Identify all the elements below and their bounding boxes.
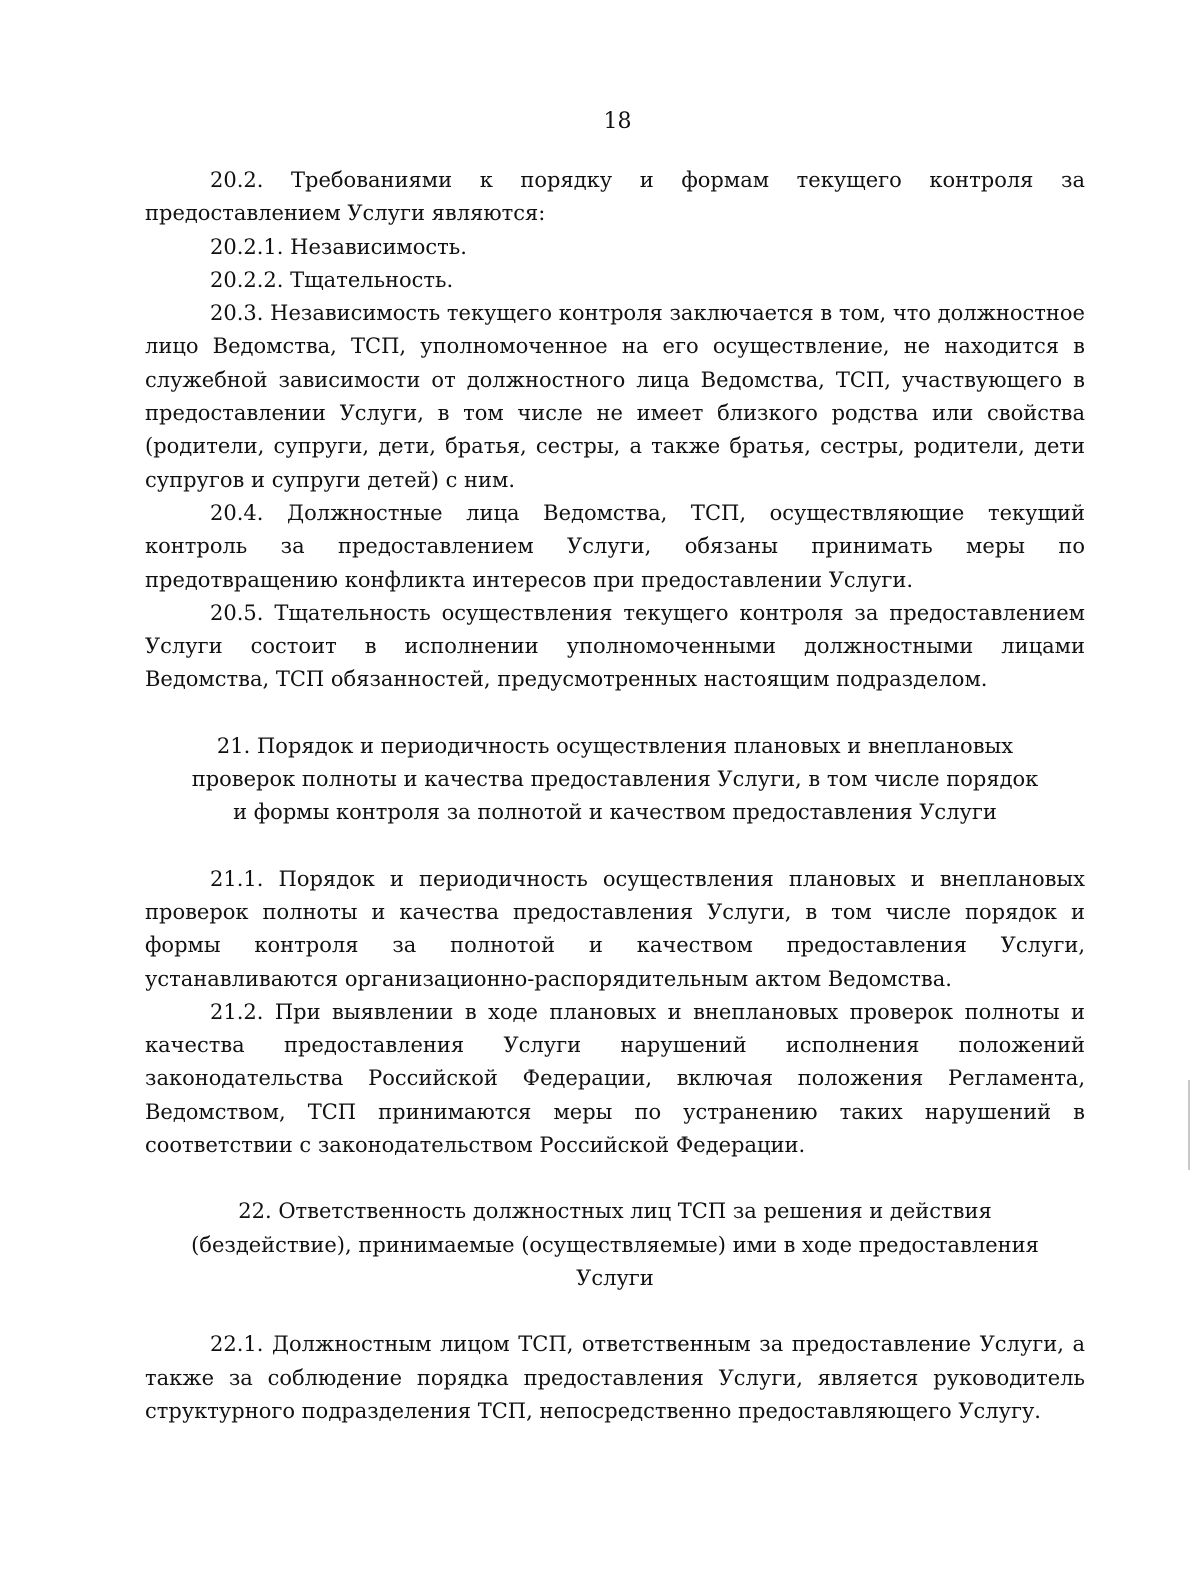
section-22-heading-line: 22. Ответственность должностных лиц ТСП за решения и действия	[238, 1199, 992, 1224]
paragraph-20-2-1: 20.2.1. Независимость.	[210, 234, 467, 259]
document-body	[145, 164, 1085, 1428]
scan-edge-mark	[1188, 1080, 1190, 1170]
section-21-heading-line: и формы контроля за полнотой и качеством предоставления Услуги	[233, 800, 997, 825]
paragraph-22-1: 22.1. Должностным лицом ТСП, ответственным за предоставление Услуги, а также за соблюдение порядка предоставления Услуги, является руководитель структурного подразделения ТСП, непосредственно предоставляющего Услугу.	[145, 1332, 1085, 1423]
page-number: 18	[603, 109, 632, 134]
section-21-heading	[145, 730, 1085, 830]
section-22-heading-line: (бездействие), принимаемые (осуществляемые) ими в ходе предоставления Услуги	[191, 1232, 1039, 1290]
paragraph-21-2: 21.2. При выявлении в ходе плановых и внеплановых проверок полноты и качества предоставления Услуги нарушений исполнения положений законодательства Российской Федерации, включая положения Регламента, Ведомством, ТСП принимаются меры по устранению таких нарушений в соответствии с законодательством Российской Федерации.	[145, 999, 1085, 1158]
paragraph-20-2: 20.2. Требованиями к порядку и формам текущего контроля за предоставлением Услуги являются:	[145, 168, 1085, 226]
paragraph-20-5: 20.5. Тщательность осуществления текущего контроля за предоставлением Услуги состоит в исполнении уполномоченными должностными лицами Ведомства, ТСП обязанностей, предусмотренных настоящим подразделом.	[145, 600, 1085, 692]
paragraph-20-3: 20.3. Независимость текущего контроля заключается в том, что должностное лицо Ведомства, ТСП, уполномоченное на его осуществление, не находится в служебной зависимости от должностного лица Ведомства, ТСП, участвующего в предоставлении Услуги, в том числе не имеет близкого родства или свойства (родители, супруги, дети, братья, сестры, а также братья, сестры, родители, дети супругов и супруги детей) с ним.	[145, 301, 1085, 492]
section-22-heading	[145, 1195, 1085, 1295]
paragraph-21-1: 21.1. Порядок и периодичность осуществления плановых и внеплановых проверок полноты и качества предоставления Услуги, в том числе порядок и формы контроля за полнотой и качеством предоставления Услуги, устанавливаются организационно-распорядительным актом Ведомства.	[145, 866, 1085, 991]
paragraph-20-2-2: 20.2.2. Тщательность.	[210, 267, 454, 292]
section-21-heading-line: 21. Порядок и периодичность осуществления плановых и внеплановых	[216, 733, 1014, 758]
section-21-heading-line: проверок полноты и качества предоставления Услуги, в том числе порядок	[191, 767, 1039, 792]
paragraph-20-4: 20.4. Должностные лица Ведомства, ТСП, осуществляющие текущий контроль за предоставлением Услуги, обязаны принимать меры по предотвращению конфликта интересов при предоставлении Услуги.	[145, 500, 1085, 592]
